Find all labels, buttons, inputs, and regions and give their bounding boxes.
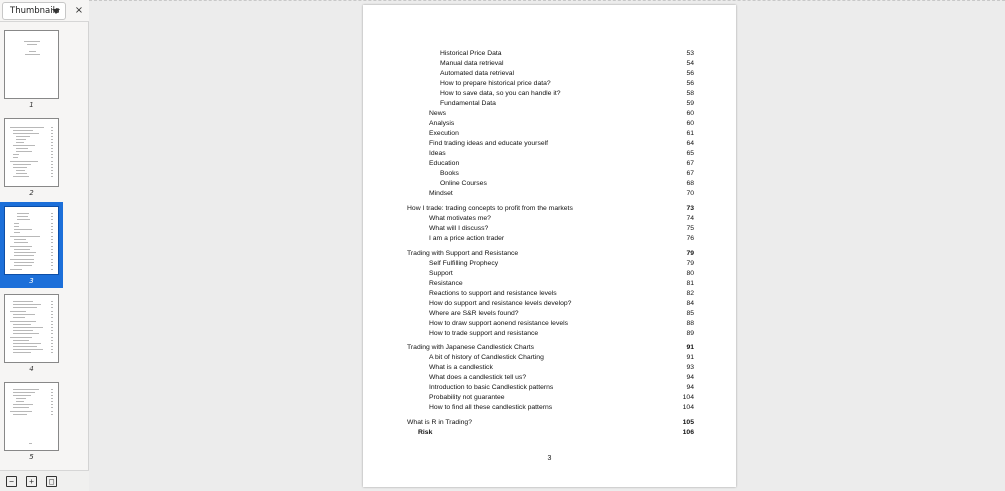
toc-entry[interactable] xyxy=(363,79,736,89)
thumbnail-image xyxy=(4,294,59,363)
toc-entry[interactable] xyxy=(363,269,736,279)
thumbnail-image xyxy=(4,30,59,99)
zoom-out-icon[interactable]: − xyxy=(6,476,17,487)
toc-entry-title: Probability not guarantee xyxy=(429,394,505,401)
thumbnail-number: 3 xyxy=(29,277,34,285)
sidebar-mode-label: Thumbnails xyxy=(10,6,60,16)
toc-entry-page: 105 xyxy=(682,419,694,426)
toc-entry-page: 70 xyxy=(686,190,694,197)
toc-entry-page: 58 xyxy=(686,90,694,97)
toc-entry-title: Trading with Japanese Candlestick Charts xyxy=(407,344,535,351)
sidebar-mode-dropdown[interactable] xyxy=(2,2,66,20)
zoom-in-icon[interactable]: + xyxy=(26,476,37,487)
toc-entry-title: What is R in Trading? xyxy=(407,419,472,426)
sidebar-footer xyxy=(0,470,89,491)
toc-entry-title: A bit of history of Candlestick Charting xyxy=(429,354,544,361)
toc-entry-title: How to draw support aonend resistance levels xyxy=(429,320,569,327)
toc-entry-title: Where are S&R levels found? xyxy=(429,310,519,317)
toc-entry[interactable] xyxy=(363,249,736,259)
toc-entry-title: How I trade: trading concepts to profit from the markets xyxy=(407,205,573,212)
thumbnail-image xyxy=(4,118,59,187)
toc-entry[interactable] xyxy=(363,299,736,309)
toc-entry-page: 104 xyxy=(682,394,694,401)
toc-entry[interactable] xyxy=(363,109,736,119)
toc-entry[interactable] xyxy=(363,373,736,383)
toc-entry[interactable] xyxy=(363,69,736,79)
thumbnail-sidebar xyxy=(0,0,89,491)
toc-entry-page: 73 xyxy=(686,205,694,212)
toc-entry-page: 80 xyxy=(686,270,694,277)
toc-entry-title: Manual data retrieval xyxy=(440,60,504,67)
toc-entry[interactable] xyxy=(363,403,736,413)
toc-entry-title: Online Courses xyxy=(440,180,487,187)
page-number: 3 xyxy=(547,455,552,462)
toc-entry-page: 60 xyxy=(686,120,694,127)
toc-entry[interactable] xyxy=(363,119,736,129)
toc-entry[interactable] xyxy=(363,189,736,199)
toc-entry-page: 79 xyxy=(686,260,694,267)
thumbnail-list xyxy=(0,22,89,470)
toc-entry-page: 75 xyxy=(686,225,694,232)
toc-entry-title: Fundamental Data xyxy=(440,100,496,107)
toc-entry-page: 64 xyxy=(686,140,694,147)
toc-entry-title: Risk xyxy=(418,429,433,436)
toc-entry-page: 54 xyxy=(686,60,694,67)
toc-entry[interactable] xyxy=(363,319,736,329)
sidebar-header xyxy=(0,0,89,22)
toc-entry-title: Find trading ideas and educate yourself xyxy=(429,140,549,147)
toc-entry-title: Education xyxy=(429,160,460,167)
toc-entry[interactable] xyxy=(363,428,736,438)
toc-entry-page: 60 xyxy=(686,110,694,117)
thumbnail-page-5[interactable] xyxy=(0,378,63,464)
toc-entry-page: 94 xyxy=(686,384,694,391)
toc-entry-page: 56 xyxy=(686,70,694,77)
thumbnail-image xyxy=(4,206,59,275)
toc-entry-title: How to trade support and resistance xyxy=(429,330,539,337)
toc-entry-page: 93 xyxy=(686,364,694,371)
toc-entry[interactable] xyxy=(363,289,736,299)
toc-entry[interactable] xyxy=(363,353,736,363)
toc-entry-page: 91 xyxy=(686,344,694,351)
toc-entry-title: How do support and resistance levels develop? xyxy=(429,300,572,307)
toc-entry-title: Support xyxy=(429,270,453,277)
toc-entry[interactable] xyxy=(363,204,736,214)
toc-entry[interactable] xyxy=(363,279,736,289)
fit-page-icon[interactable]: □ xyxy=(46,476,57,487)
toc-entry-title: How to prepare historical price data? xyxy=(440,80,551,87)
toc-entry-title: Resistance xyxy=(429,280,463,287)
toc-entry[interactable] xyxy=(363,139,736,149)
toc-entry-page: 53 xyxy=(686,50,694,57)
thumbnail-number: 4 xyxy=(29,365,34,373)
toc-entry[interactable] xyxy=(363,214,736,224)
toc-entry-page: 79 xyxy=(686,250,694,257)
toc-entry[interactable] xyxy=(363,418,736,428)
toc-entry[interactable] xyxy=(363,179,736,189)
toc-entry[interactable] xyxy=(363,49,736,59)
document-viewer[interactable] xyxy=(89,0,1005,491)
toc-entry-title: Automated data retrieval xyxy=(440,70,515,77)
thumbnail-number: 2 xyxy=(29,189,34,197)
toc-entry-title: How to find all these candlestick patterns xyxy=(429,404,553,411)
toc-entry-title: Books xyxy=(440,170,459,177)
toc-entry-page: 67 xyxy=(686,170,694,177)
toc-entry[interactable] xyxy=(363,363,736,373)
toc-entry-title: I am a price action trader xyxy=(429,235,505,242)
toc-entry[interactable] xyxy=(363,149,736,159)
thumbnail-image xyxy=(4,382,59,451)
toc-entry[interactable] xyxy=(363,59,736,69)
toc-entry-page: 56 xyxy=(686,80,694,87)
toc-entry-title: How to save data, so you can handle it? xyxy=(440,90,561,97)
page-separator xyxy=(89,0,1005,1)
toc-entry[interactable] xyxy=(363,89,736,99)
toc-entry[interactable] xyxy=(363,99,736,109)
thumbnail-page-3[interactable] xyxy=(0,202,63,288)
toc-entry-page: 84 xyxy=(686,300,694,307)
toc-entry-title: What does a candlestick tell us? xyxy=(429,374,527,381)
document-page xyxy=(363,5,736,487)
toc-entry[interactable] xyxy=(363,159,736,169)
toc-entry[interactable] xyxy=(363,224,736,234)
thumbnail-page-4[interactable] xyxy=(0,290,63,376)
toc-entry-page: 106 xyxy=(682,429,694,436)
toc-entry-title: Reactions to support and resistance levels xyxy=(429,290,557,297)
toc-entry[interactable] xyxy=(363,393,736,403)
toc-entry-page: 68 xyxy=(686,180,694,187)
toc-entry-page: 81 xyxy=(686,280,694,287)
toc-entry-page: 61 xyxy=(686,130,694,137)
toc-entry-title: Execution xyxy=(429,130,459,137)
thumbnail-number: 1 xyxy=(29,101,34,109)
toc-entry-title: Self Fulfilling Prophecy xyxy=(429,260,499,267)
toc-entry-page: 67 xyxy=(686,160,694,167)
toc-entry[interactable] xyxy=(363,383,736,393)
toc-entry-title: Mindset xyxy=(429,190,453,197)
toc-entry-page: 76 xyxy=(686,235,694,242)
toc-entry[interactable] xyxy=(363,169,736,179)
toc-entry-title: What motivates me? xyxy=(429,215,491,222)
toc-entry[interactable] xyxy=(363,259,736,269)
toc-entry-page: 88 xyxy=(686,320,694,327)
thumbnail-page-1[interactable] xyxy=(0,26,63,112)
toc-entry-page: 104 xyxy=(682,404,694,411)
toc-entry[interactable] xyxy=(363,309,736,319)
toc-entry-page: 74 xyxy=(686,215,694,222)
toc-entry-page: 59 xyxy=(686,100,694,107)
toc-entry-title: Introduction to basic Candlestick patterns xyxy=(429,384,554,391)
toc-entry-title: Analysis xyxy=(429,120,455,127)
toc-entry-page: 85 xyxy=(686,310,694,317)
toc-entry-title: Trading with Support and Resistance xyxy=(407,250,519,257)
toc-entry-page: 94 xyxy=(686,374,694,381)
toc-entry-page: 82 xyxy=(686,290,694,297)
toc-entry-title: Ideas xyxy=(429,150,446,157)
toc-entry-title: What is a candlestick xyxy=(429,364,493,371)
toc-entry[interactable] xyxy=(363,329,736,339)
toc-entry-title: News xyxy=(429,110,446,117)
chevron-down-icon xyxy=(52,9,60,14)
toc-entry[interactable] xyxy=(363,234,736,244)
toc-entry-title: What will I discuss? xyxy=(429,225,489,232)
toc-entry-page: 89 xyxy=(686,330,694,337)
thumbnail-number: 5 xyxy=(29,453,34,461)
toc-entry[interactable] xyxy=(363,129,736,139)
toc-entry-page: 91 xyxy=(686,354,694,361)
thumbnail-page-2[interactable] xyxy=(0,114,63,200)
toc-entry-title: Historical Price Data xyxy=(440,50,502,57)
toc-entry-page: 65 xyxy=(686,150,694,157)
toc-entry[interactable] xyxy=(363,343,736,353)
close-icon[interactable]: × xyxy=(74,5,84,16)
